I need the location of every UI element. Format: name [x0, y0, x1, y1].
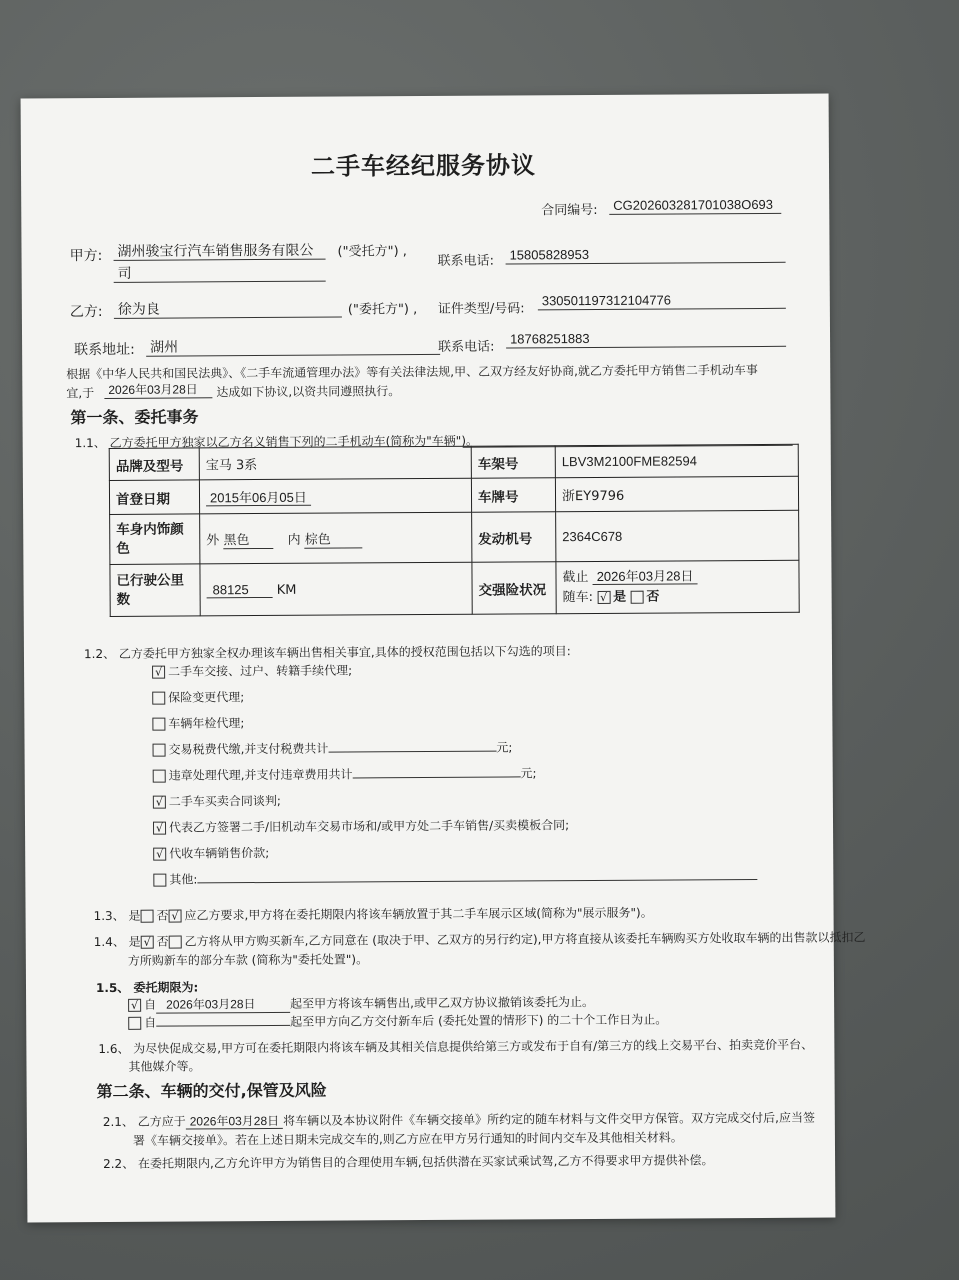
- intro-line-2-post: 达成如下协议,以资共同遵照执行。: [216, 384, 401, 400]
- vehicle-table: [109, 444, 800, 617]
- intro-line-2-pre: 宜,于: [66, 386, 95, 401]
- option-label: 代表乙方签署二手/旧机动车交易市场和/或甲方处二手车销售/买卖模板合同;: [168, 818, 570, 835]
- insurance-label: 交强险状况: [472, 562, 556, 615]
- party-b-label: 乙方:: [69, 303, 103, 321]
- option-row: [153, 845, 269, 862]
- insurance-no-checkbox[interactable]: [630, 591, 643, 604]
- clause-2-1-post: 将车辆以及本协议附件《车辆交接单》所约定的随车材料与文件交甲方保管。双方完成交付后,应当签: [283, 1110, 815, 1128]
- option-row: [153, 868, 757, 888]
- clause-2-1-line-2: 署《车辆交接单》。若在上述日期未完成交车的,则乙方应在甲方另行通知的时间内交车及其他相关材料。: [132, 1130, 683, 1148]
- color-label: 车身内饰颜色: [110, 514, 200, 565]
- clause-2-2: 2.2、 在委托期限内,乙方允许甲方为销售目的合理使用车辆,包括供潜在买家试乘试驾,乙方不得要求甲方提供补偿。: [103, 1153, 714, 1171]
- party-a-label: 甲方:: [69, 247, 103, 265]
- option-suffix: 元;: [496, 740, 513, 755]
- option-label: 代收车辆销售价款;: [169, 845, 270, 861]
- option-checkbox[interactable]: [153, 770, 166, 783]
- document-title: 二手车经纪服务协议: [310, 151, 537, 181]
- insurance-yes-checkbox[interactable]: √: [597, 591, 610, 604]
- party-b-role: ("委托方") ,: [347, 302, 418, 318]
- insurance-cell: [556, 560, 799, 613]
- party-a-phone: 15805828953: [505, 246, 785, 265]
- party-a-name: 湖州骏宝行汽车销售服务有限公: [113, 243, 325, 261]
- vin-label: 车架号: [471, 446, 555, 479]
- contract-page: [21, 94, 866, 1223]
- clause-2-1-date: 2026年03月28日: [186, 1114, 283, 1130]
- clause-1-4-yes-checkbox[interactable]: √: [141, 936, 154, 949]
- clause-2-1-pre: 2.1、 乙方应于: [102, 1114, 186, 1129]
- reg-date-label: 首登日期: [109, 480, 199, 515]
- clause-1-1: 1.1、 乙方委托甲方独家以乙方名义销售下列的二手机动车(简称为"车辆")。: [74, 433, 479, 451]
- option-row: [152, 715, 244, 732]
- party-b-addr-label: 联系地址:: [74, 341, 135, 359]
- option-label: 二手车买卖合同谈判;: [168, 793, 281, 809]
- intro-date: 2026年03月28日: [104, 381, 212, 399]
- clause-1-3-mid: 否: [156, 908, 169, 923]
- brand-value: 宝马 3系: [199, 446, 471, 480]
- term-option-2: [128, 1012, 667, 1031]
- mileage-label: 已行驶公里数: [110, 564, 200, 617]
- vin-value: LBV3M2100FME82594: [555, 444, 798, 477]
- term-option-1-post: 起至甲方将该车辆售出,或甲乙双方协议撤销该委托为止。: [290, 994, 594, 1011]
- clause-1-3-post: 应乙方要求,甲方将在委托期限内将该车辆放置于其二手车展示区域(简称为"展示服务")。: [184, 905, 653, 923]
- term-option-1-pre: 自: [144, 997, 157, 1012]
- option-checkbox[interactable]: [153, 744, 166, 757]
- option-row: [152, 662, 352, 679]
- article-1-title: 第一条、委托事务: [70, 407, 199, 428]
- option-row: [153, 793, 281, 810]
- option-suffix: 元;: [520, 766, 537, 781]
- option-checkbox[interactable]: [152, 718, 165, 731]
- option-row: [153, 817, 569, 836]
- option-row: [153, 739, 513, 757]
- plate-value: 浙EY9796: [555, 476, 798, 511]
- option-checkbox[interactable]: √: [152, 666, 165, 679]
- term-option-1: [128, 994, 594, 1014]
- mileage-cell: [200, 562, 472, 616]
- clause-1-4-post: 乙方将从甲方购买新车,乙方同意在 (取决于甲、乙双方的另行约定),甲方将直接从该委托车辆购买方处收取车辆的出售款以抵扣乙: [184, 930, 866, 949]
- term-option-2-pre: 自: [144, 1015, 157, 1030]
- option-checkbox[interactable]: √: [153, 822, 166, 835]
- insurance-until-prefix: 截止: [562, 570, 589, 586]
- clause-1-5-label: 1.5、 委托期限为:: [95, 980, 199, 996]
- party-b-id: 330501197312104776: [538, 292, 786, 311]
- option-checkbox[interactable]: √: [153, 848, 166, 861]
- option-label: 保险变更代理;: [168, 690, 245, 705]
- party-a-name-cont: 司: [114, 265, 326, 283]
- article-2-title: 第二条、车辆的交付,保管及风险: [96, 1080, 327, 1102]
- other-blank[interactable]: [197, 879, 757, 883]
- party-b-id-label: 证件类型/号码:: [437, 301, 525, 317]
- engine-value: 2364C678: [556, 510, 799, 561]
- intro-line-1: 根据《中华人民共和国民法典》、《二手车流通管理办法》等有关法律法规,甲、乙双方经友好协商,就乙方委托甲方销售二手机动车事: [66, 362, 758, 382]
- plate-label: 车牌号: [471, 478, 555, 513]
- term-option-1-checkbox[interactable]: √: [128, 999, 141, 1012]
- tax-amount-blank[interactable]: [328, 751, 496, 753]
- contract-no-value: CG202603281701038O693: [609, 197, 781, 215]
- color-cell: [200, 512, 472, 564]
- clause-2-1: [103, 1110, 815, 1130]
- clause-1-4-mid: 否: [156, 934, 169, 949]
- option-checkbox[interactable]: [153, 874, 166, 887]
- clause-1-4-line-2: 方所购新车的部分车款 (简称为"委托处置")。: [127, 952, 369, 968]
- mileage-value: 88125: [207, 581, 273, 597]
- term-option-2-checkbox[interactable]: [128, 1017, 141, 1030]
- mileage-unit: KM: [276, 582, 297, 598]
- option-checkbox[interactable]: [152, 692, 165, 705]
- contract-no-label: 合同编号:: [541, 202, 598, 219]
- violation-amount-blank[interactable]: [353, 776, 521, 778]
- party-a-role: ("受托方") ,: [337, 244, 407, 260]
- insurance-yes-label: 是: [613, 589, 627, 605]
- color-in-value: 棕色: [305, 528, 363, 548]
- clause-1-3: [94, 905, 653, 924]
- clause-1-4-pre: 1.4、 是: [93, 934, 141, 950]
- color-out-prefix: 外: [206, 532, 220, 548]
- clause-1-3-pre: 1.3、 是: [93, 908, 141, 924]
- party-b-name: 徐为良: [114, 301, 342, 319]
- option-label: 违章处理代理,并支付违章费用共计: [168, 767, 353, 783]
- option-row: [153, 765, 537, 783]
- clause-1-3-yes-checkbox[interactable]: [140, 910, 153, 923]
- option-checkbox[interactable]: √: [153, 796, 166, 809]
- reg-date-cell: [199, 478, 471, 514]
- clause-1-3-no-checkbox[interactable]: √: [168, 910, 181, 923]
- party-b-phone: 18768251883: [506, 330, 786, 349]
- color-in-prefix: 内: [287, 532, 301, 548]
- clause-1-2: 1.2、 乙方委托甲方独家全权办理该车辆出售相关事宜,具体的授权范围包括以下勾选的项目:: [83, 644, 571, 662]
- party-b-phone-label: 联系电话:: [438, 339, 495, 355]
- party-b-addr: 湖州: [146, 338, 440, 357]
- option-label: 车辆年检代理;: [168, 716, 245, 731]
- term-option-2-post: 起至甲方向乙方交付新车后 (委托处置的情形下) 的二十个工作日为止。: [290, 1012, 668, 1029]
- option-label: 其他:: [169, 872, 198, 887]
- term-option-2-date-blank[interactable]: [156, 1025, 290, 1027]
- color-out-value: 黑色: [223, 528, 273, 548]
- option-label: 二手车交接、过户、转籍手续代理;: [168, 663, 353, 679]
- clause-1-6-line-1: 1.6、 为尽快促成交易,甲方可在委托期限内将该车辆及其相关信息提供给第三方或发布于自有/第三方的线上交易平台、拍卖竞价平台、: [98, 1037, 814, 1057]
- insurance-no-label: 否: [646, 589, 660, 605]
- insurance-with-label: 随车:: [562, 589, 594, 606]
- party-a-phone-label: 联系电话:: [437, 253, 495, 269]
- term-option-1-date: 2026年03月28日: [156, 996, 290, 1014]
- clause-1-4: [94, 929, 866, 950]
- reg-date-value: 2015年06月05日: [206, 490, 311, 507]
- engine-label: 发动机号: [472, 512, 556, 563]
- clause-1-4-no-checkbox[interactable]: [169, 936, 182, 949]
- brand-label: 品牌及型号: [109, 448, 199, 481]
- option-label: 交易税费代缴,并支付税费共计: [168, 741, 329, 757]
- insurance-until-date: 2026年03月28日: [593, 568, 698, 585]
- clause-1-6-line-2: 其他媒介等。: [128, 1059, 201, 1074]
- option-row: [152, 689, 244, 706]
